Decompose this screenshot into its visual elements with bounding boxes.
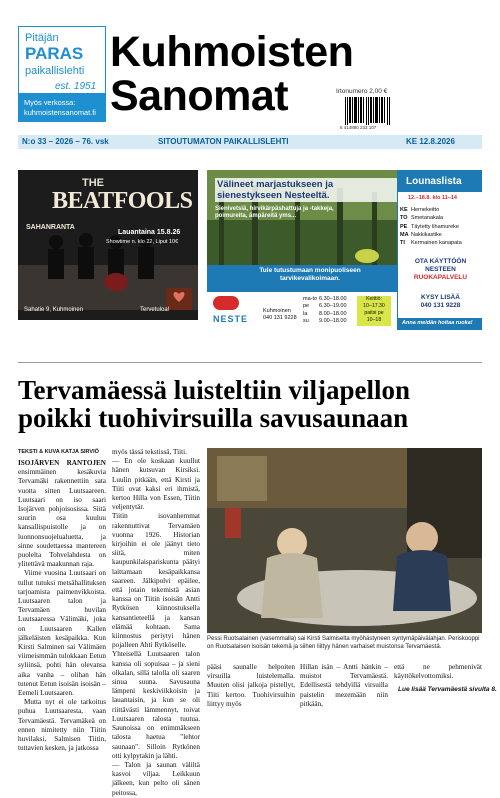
badge-est: est. 1951: [55, 81, 97, 92]
store-info: Kuhmoinen 040 131 9228: [263, 308, 297, 321]
article-column-1: [18, 459, 106, 754]
article-column-5: että ne pehmenivät käyttökelvottomiksi.: [394, 663, 482, 681]
lunch-item: PE Täytetty lihamureke: [400, 223, 459, 230]
photo-caption: Pessi Ruotsalainen (vasemmalla) sai Kirsti Salmiselta myöhästyneen syntymäpäivälahjan. Periskooppi on Ruotsalaisen isoisän tekemä ja siihen liittyy hänen varhaiset muistonsa Tervamäestä.: [207, 636, 480, 650]
food-service-promo: OTA KÄYTTÖÖN NESTEEN RUOKAPALVELU: [413, 258, 468, 281]
col1-para1: ensimmäinen kesäkuvia Tervamäki rakennettiin sata vuotta sitten Luutsaareen. Luutsaari on iso saari Isojärven pohjoisosissa. Siitä suurin osa kuuluu kansallispuistolle ja on luonnonsuojelualuetta, ja sinne soudettaessa mantereen puolelta Tohvelahdesta on ylitettävä maakunnan raja.: [18, 468, 106, 569]
article-column-3: pääsi saunalle helpoiten virsuilla luistelemalla. Muuten olisi jalkoja pistellyt, Tiiti kertoo. Tuohivirsuihin liittyy myös: [207, 663, 295, 708]
lunch-menu: [400, 206, 482, 247]
lunch-item: MA Nakkikastike: [400, 231, 442, 238]
beat-band: BEATFOOLS: [52, 188, 193, 214]
ask-more: KYSY LISÄÄ 040 131 9228: [420, 294, 461, 309]
beat-show: Showtime n. klo 22, Liput 10€: [106, 239, 179, 245]
beat-the: THE: [82, 177, 104, 189]
lunch-item: TI Kermainen kanapata: [400, 240, 462, 247]
beat-date: Lauantaina 15.8.26: [118, 229, 181, 236]
lunch-dates: 12.–18.8. klo 11–14: [408, 195, 457, 201]
badge-web-label: Myös verkossa:: [24, 98, 76, 107]
opening-hours: ma-to 6.30–18.00 pe 6.30–19.00 la 8.00–18.00 su 9.00–18.00: [303, 296, 347, 324]
neste-info-strip: [207, 292, 397, 330]
badge-web-url[interactable]: kuhmoistensanomat.fi: [24, 108, 96, 117]
badge-top: Pitäjän: [25, 32, 59, 44]
continues-link[interactable]: Lue lisää Tervamäestä sivulta 8.: [398, 686, 497, 693]
barcode-image: [345, 97, 390, 125]
lunch-item: TO Smetanakala: [400, 215, 444, 222]
neste-sub: Sienivetsiä, hirvikärpäshattuja ja -takkeja, poimureita, ämpäreitä yms...: [215, 206, 334, 219]
paper-title-line2: Sanomat: [110, 72, 289, 120]
neste-slogan: Anna meidän hoitaa ruoka!: [402, 320, 473, 326]
lead-in: ISOJÄRVEN RANTOJEN: [18, 459, 106, 467]
issue-number: N:o 33 – 2026 – 76. vsk: [22, 137, 109, 146]
price-label: Irtonumero 2,00 €: [336, 88, 388, 95]
issue-info-bar: [18, 135, 482, 149]
col1-para3: Mutta nyt ei ole tarkoitus puhua Luutsaaresta, vaan Tervamäestä. Tervamäkeä on ennen nimitetty niin Tiitin huvilaksi, Salmisen Tiitin, tuttavien kesken, ja jatkossa: [18, 698, 106, 753]
beat-address: Sahatie 9, Kuhmoinen: [24, 307, 84, 313]
barcode-number: 6 414880 233 107: [340, 125, 377, 130]
badge-big: PARAS: [25, 44, 84, 63]
beat-welcome: Tervetuloa!: [140, 307, 170, 313]
article-column-2: myös tässä tekstissä, Tiiti. — En ole koskaan kuullut hänen kutsuvan Kirsiksi. Luulin pitkään, että Kirsti ja Tiiti ovat kaksi eri ihmistä, kertoo Hilla von Essen, Tiitin veljentytär. Tiitin isovanhemmat rakennuttivat Tervamäen vuonna 1926. Historian kirjoihin ei ole jäänyt tieto siitä, miten kaupunkilaispariskunta päätyi laittamaan kesäpaikkansa saareen. Jälkipolvi epäilee, että jotain tekemistä asian kanssa on Tiitin isoisän Antti Rytkösen kiinnostuksella kansantieteellä ja kansan elämää kohtaan. Sama kiinnostus periytyi hänen pojalleen Ahti Rytköselle. Yhteisellä Luutsaaren talon kanssa oli sopuisaa – ja sieni olkalan, sillä talolla oli saaren sinua suuna. Savusauna lämpeni keskiviikkoisin ja lauantaisin, ja kun se oli riittävästi lämmennyt, toivat Luutsaaren talosta tuutua. Saunoissa on enimmäkseen talosta haetua "lehtor saunaan". Silloin Rytkönen otti kylpytakin ja lähti. — Talon ja saunan väliltä kasvoi viljaa. Leikkuun jälkeen, kun pelto oli sänen peitossa,: [112, 448, 200, 797]
neste-ad[interactable]: [207, 170, 482, 330]
lunch-item: KE Hernekeitto: [400, 207, 440, 213]
neste-range: Tule tutustumaan monipuoliseen tarvikevalikoimaan.: [259, 267, 361, 282]
article-headline: Tervamäessä luisteltiin viljapellon poikki tuohivirsuilla savusaunaan: [18, 375, 411, 433]
kitchen-hours: Keittiö: 10–17.30 paitsi pe 10–18: [357, 296, 391, 326]
article-photo: [207, 448, 482, 633]
article-column-4: Hillan isän – Antti hänkin – muistot Tervamäestä. Edellisestä tehdyillä virsuilla paistelin mezemään niin pitkään,: [300, 663, 388, 708]
paper-title-line1: Kuhmoisten: [110, 28, 354, 76]
article-byline: TEKSTI & KUVA KATJA SIRVIÖ: [18, 449, 99, 455]
rollo-logo-icon: [213, 296, 239, 310]
lunch-title: Lounaslista: [406, 176, 462, 187]
neste-logo: NESTE: [213, 314, 249, 324]
section-divider: [18, 362, 482, 363]
beatfools-ad[interactable]: [18, 170, 198, 320]
lunch-panel: [397, 170, 482, 330]
paper-tagline: SITOUTUMATON PAIKALLISLEHTI: [158, 137, 289, 146]
beat-venue: SAHANRANTA: [26, 224, 75, 231]
paper-badge: [18, 26, 106, 122]
issue-date: KE 12.8.2026: [406, 137, 455, 146]
badge-sub: paikallislehti: [25, 65, 85, 77]
col1-para2: Viime vuosina Luutsaari on tullut tutuksi metsähallituksen tarjoamista paimenvikkoista. Luutsaaren talon ja Tervamäen huvilan Luutsaaressa Välimäki, joka on Luutsaaren Kallen jälkeläisten kesäpaikka. Kun Kirsti Salminen sai Välimäen viimeismmän tulokkaan Eetun syliinsä, pohti hän olevansa aika vanha – olihan hän tutenut Eetun isoisän isoisän – Eemeli Luutsaaren.: [18, 569, 106, 698]
neste-headline: Välineet marjastukseen ja sienestykseen Nesteeltä.: [215, 178, 397, 202]
